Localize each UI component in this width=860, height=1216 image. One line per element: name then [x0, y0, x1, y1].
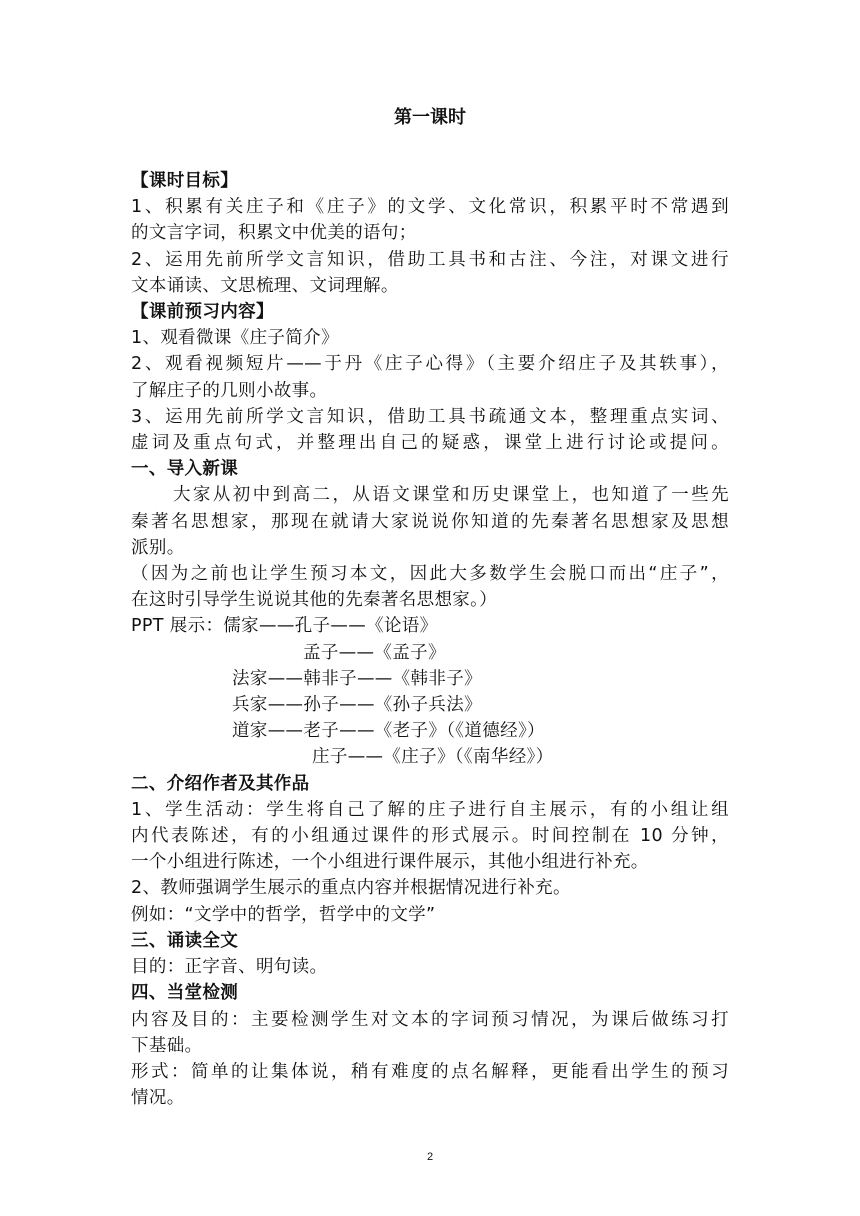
text-line: 一个小组进行陈述，一个小组进行课件展示，其他小组进行补充。 [131, 852, 649, 873]
section-heading-intro: 一、导入新课 [131, 459, 239, 480]
text-line: 在这时引导学生说说其他的先秦著名思想家。） [131, 590, 498, 611]
document-body [131, 168, 729, 1111]
ppt-line: 道家——老子——《老子》（《道德经》） [232, 721, 545, 742]
page-number: 2 [426, 1151, 434, 1163]
text-line: 的文言字词，积累文中优美的语句； [131, 223, 417, 244]
ppt-line: 兵家——孙子——《孙子兵法》 [232, 695, 482, 716]
section-heading-author: 二、介绍作者及其作品 [131, 773, 310, 794]
text-line: 大家从初中到高二，从语文课堂和历史课堂上，也知道了一些先 [173, 485, 729, 506]
section-heading-reading: 三、诵读全文 [131, 930, 239, 951]
section-heading-check: 四、当堂检测 [131, 983, 239, 1004]
text-line: 2、教师强调学生展示的重点内容并根据情况进行补充。 [131, 878, 571, 899]
text-line: 目的：正字音、明句读。 [131, 957, 328, 978]
text-line: 内代表陈述，有的小组通过课件的形式展示。时间控制在 10 分钟， [131, 826, 729, 847]
ppt-line: 法家——韩非子——《韩非子》 [232, 668, 482, 689]
ppt-line: PPT 展示：儒家——孔子——《论语》 [131, 616, 438, 637]
section-heading-objectives: 【课时目标】 [131, 171, 239, 191]
text-line: 下基础。 [131, 1035, 203, 1056]
ppt-line: 孟子——《孟子》 [303, 642, 446, 663]
text-line: 1、观看微课《庄子简介》 [131, 328, 339, 349]
text-line: 派别。 [131, 537, 185, 558]
text-line: 1、学生活动：学生将自己了解的庄子进行自主展示，有的小组让组 [131, 799, 729, 820]
text-line: 情况。 [131, 1088, 185, 1109]
text-line: 2、观看视频短片——于丹《庄子心得》（主要介绍庄子及其轶事）， [131, 354, 729, 375]
text-line: 虚词及重点句式，并整理出自己的疑惑，课堂上进行讨论或提问。 [131, 433, 729, 454]
text-line: 文本诵读、文思梳理、文词理解。 [131, 275, 399, 296]
text-line: 1、积累有关庄子和《庄子》的文学、文化常识，积累平时不常遇到 [131, 197, 729, 218]
text-line: 3、运用先前所学文言知识，借助工具书疏通文本，整理重点实词、 [131, 406, 729, 427]
text-line: 例如：“文学中的哲学，哲学中的文学” [131, 904, 436, 925]
text-line: 2、运用先前所学文言知识，借助工具书和古注、今注，对课文进行 [131, 249, 729, 270]
page-title: 第一课时 [394, 107, 466, 128]
text-line: （因为之前也让学生预习本文，因此大多数学生会脱口而出“庄子”， [131, 564, 729, 585]
text-line: 形式：简单的让集体说，稍有难度的点名解释，更能看出学生的预习 [131, 1061, 729, 1082]
text-line: 了解庄子的几则小故事。 [131, 380, 328, 401]
section-heading-preview: 【课前预习内容】 [131, 302, 274, 323]
text-line: 秦著名思想家，那现在就请大家说说你知道的先秦著名思想家及思想 [131, 511, 729, 532]
text-line: 内容及目的：主要检测学生对文本的字词预习情况，为课后做练习打 [131, 1009, 729, 1030]
ppt-line: 庄子——《庄子》（《南华经》） [312, 747, 554, 768]
